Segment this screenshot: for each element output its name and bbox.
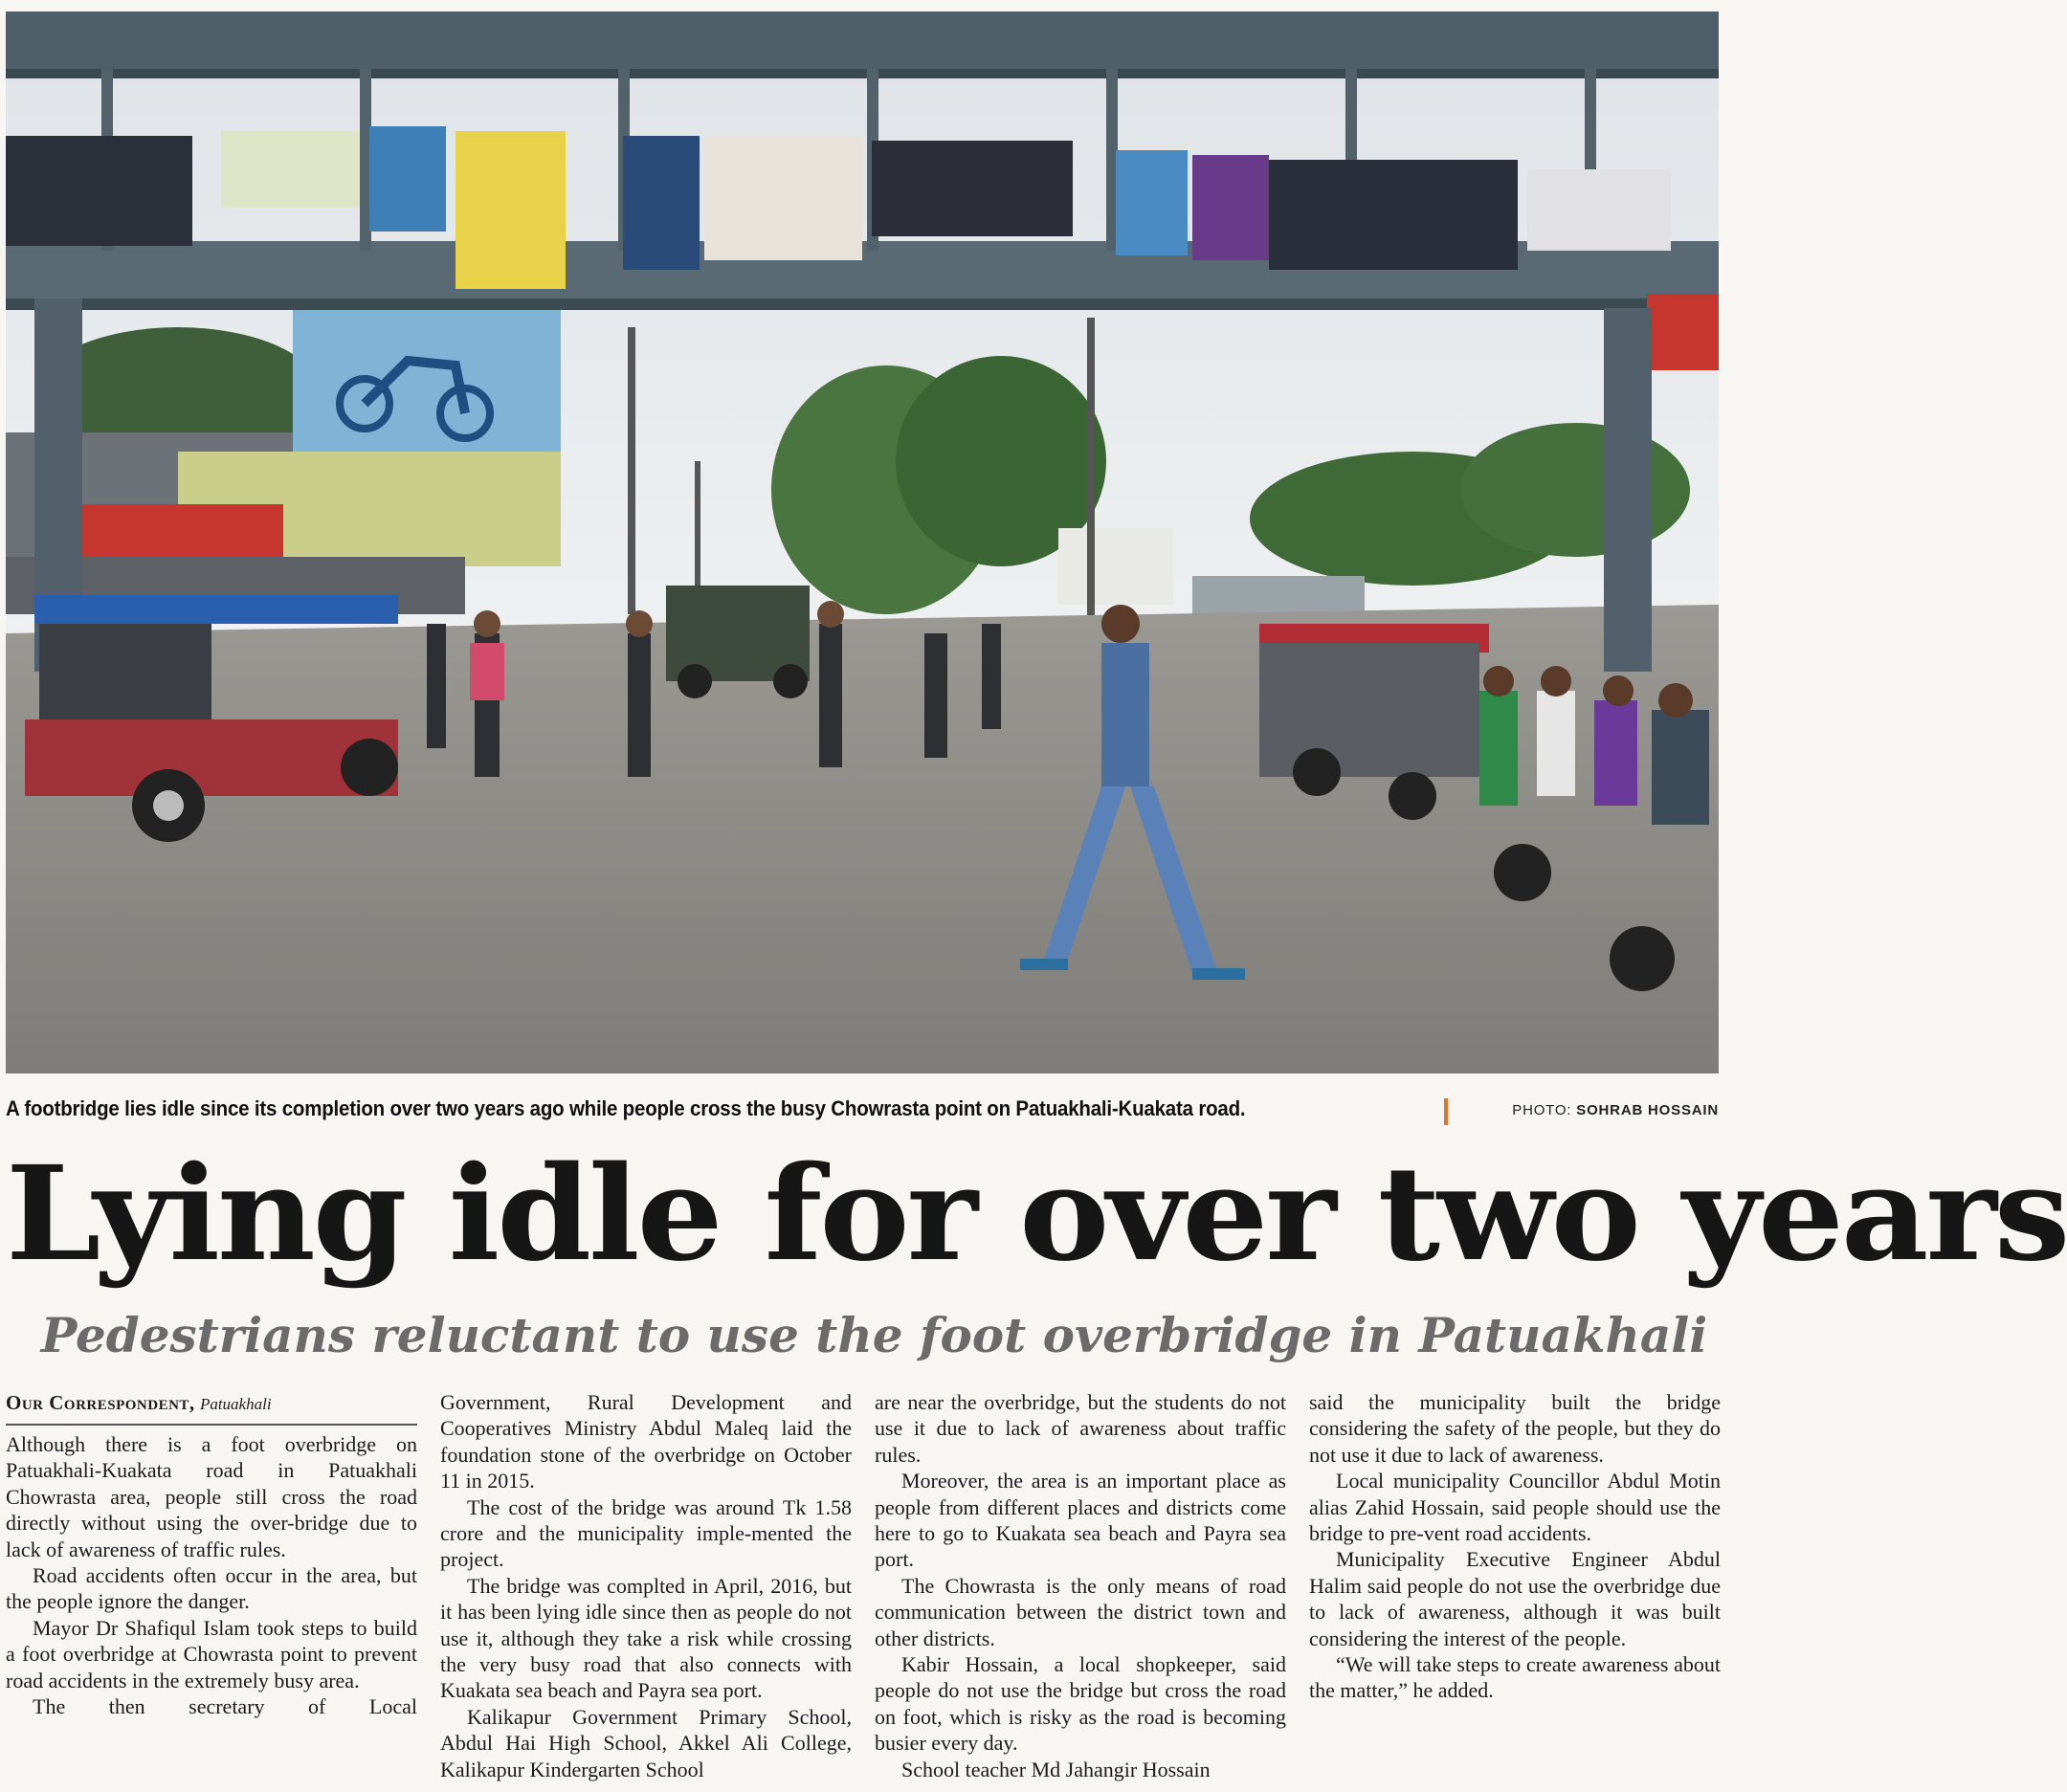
street-scene-photo-icon [6, 11, 1719, 1073]
byline [6, 1389, 417, 1426]
paragraph: Kabir Hossain, a local shopkeeper, said people do not use the bridge but cross the road on foot, which is risky as the road is becoming busier every day. [875, 1652, 1286, 1756]
paragraph: The Chowrasta is the only means of road communication between the district town and other districts. [875, 1573, 1286, 1650]
paragraph: Government, Rural Development and Cooperatives Ministry Abdul Maleq laid the foundation stone of the overbridge on October 11 in 2015. [440, 1390, 852, 1493]
article-column-1 [6, 1389, 417, 1719]
news-photo [6, 11, 1719, 1073]
caption-divider [1444, 1098, 1448, 1125]
paragraph: The then secretary of Local [33, 1694, 417, 1719]
byline-place: Patuakhali [199, 1395, 272, 1413]
paragraph: Road accidents often occur in the area, but the people ignore the danger. [6, 1563, 417, 1614]
paragraph: Mayor Dr Shafiqul Islam took steps to build a foot overbridge at Chowrasta point to prevent road accidents in the extremely busy area. [6, 1615, 417, 1692]
paragraph: Local municipality Councillor Abdul Motin alias Zahid Hossain, said people should use the bridge to pre-vent road accidents. [1309, 1469, 1721, 1546]
article-column-2 [440, 1389, 852, 1782]
article-column-4 [1309, 1389, 1721, 1704]
paragraph: Moreover, the area is an important place as people from different places and districts come here to go to Kuakata sea beach and Payra sea port. [875, 1469, 1286, 1572]
paragraph: School teacher Md Jahangir Hossain [901, 1757, 1211, 1781]
headline: Lying idle for over two years [6, 1138, 2067, 1291]
paragraph: Kalikapur Government Primary School, Abdul Hai High School, Akkel Ali College, Kalikapur Kindergarten School [440, 1704, 852, 1781]
paragraph: “We will take steps to create awareness about the matter,” he added. [1309, 1652, 1721, 1703]
paragraph: The bridge was complted in April, 2016, but it has been lying idle since then as people do not use it, although they take a risk while crossing the very busy road that also connects with Kuakata sea beach and Payra sea port. [440, 1573, 852, 1703]
photo-credit [1512, 1102, 1719, 1118]
paragraph: Municipality Executive Engineer Abdul Halim said people do not use the overbridge due to lack of awareness, although it was built considering the interest of the people. [1309, 1547, 1721, 1650]
paragraph: said the municipality built the bridge considering the safety of the people, but they do not use it due to lack of awareness. [1309, 1390, 1721, 1467]
photo-caption-row [6, 1096, 1719, 1125]
photo-credit-label: PHOTO: [1512, 1102, 1572, 1118]
paragraph: The cost of the bridge was around Tk 1.58 crore and the municipality imple-mented the project. [440, 1494, 852, 1572]
photo-credit-name: SOHRAB HOSSAIN [1576, 1102, 1719, 1118]
article-column-3 [875, 1389, 1286, 1782]
paragraph: are near the overbridge, but the students do not use it due to lack of awareness about traffic rules. [875, 1390, 1286, 1467]
subheadline: Pedestrians reluctant to use the foot overbridge in Patuakhali [40, 1307, 1708, 1363]
paragraph: Although there is a foot overbridge on Patuakhali-Kuakata road in Patuakhali Chowrasta area, people still cross the road directly without using the over-bridge due to lack of awareness of traffic rules. [6, 1432, 417, 1561]
photo-caption: A footbridge lies idle since its completion over two years ago while people cross the busy Chowrasta point on Patuakhali-Kuakata road. [6, 1096, 1246, 1120]
byline-name: Our Correspondent, [6, 1391, 195, 1414]
